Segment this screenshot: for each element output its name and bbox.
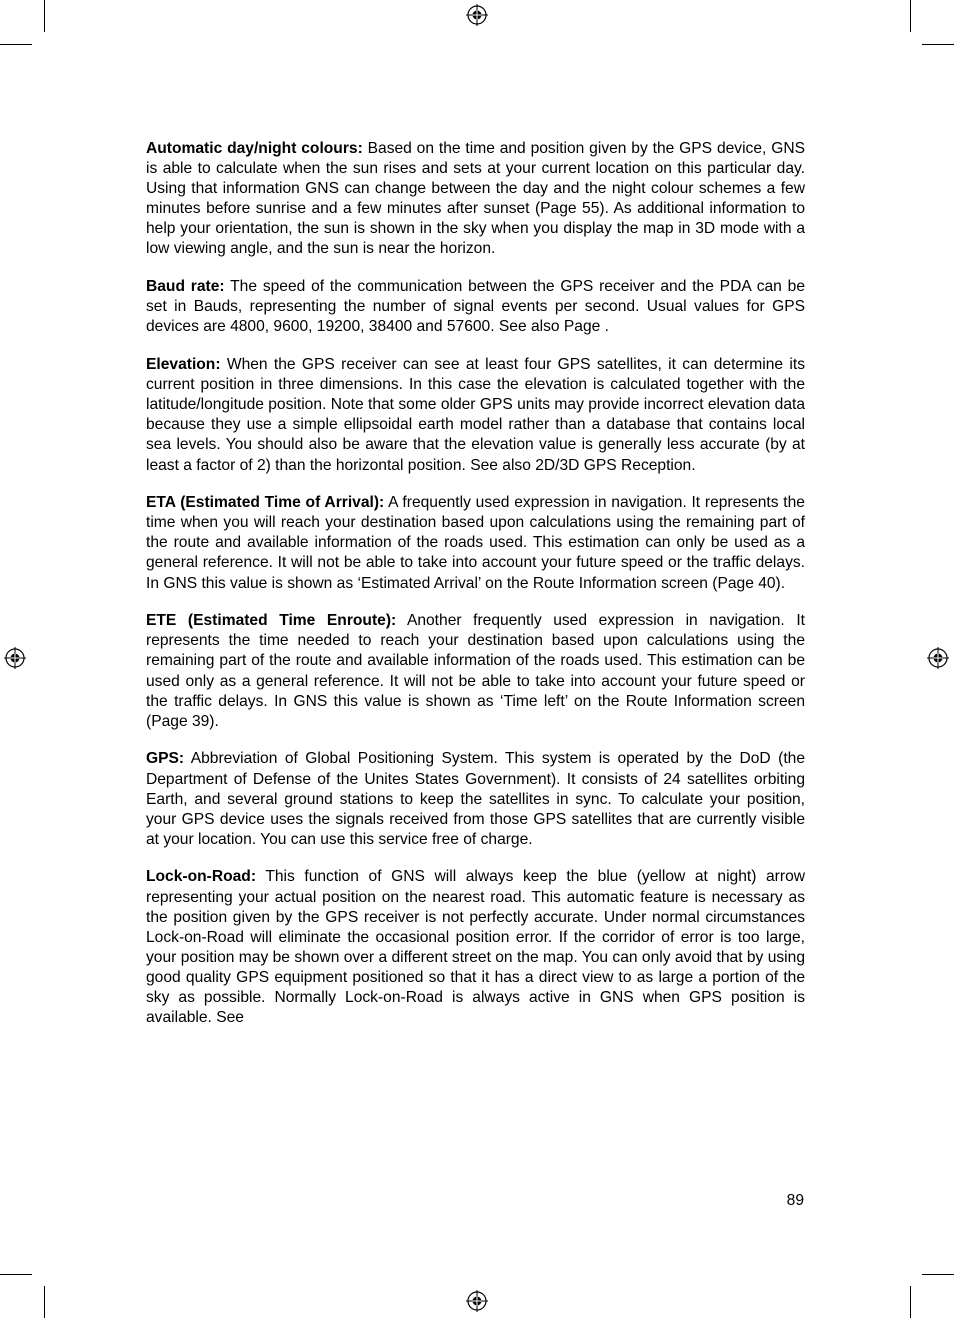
crop-mark-top-right-vertical xyxy=(910,0,911,32)
glossary-entry-gps xyxy=(146,749,805,849)
glossary-entry-elevation xyxy=(146,355,805,476)
glossary-definition: Abbreviation of Global Positioning System. This system is operated by the DoD (the Department of Defense of the Unites States Government). It consists of 24 satellites orbiting Earth, and several ground stations to keep the satellites in sync. To calculate your position, your GPS device uses the signals received from those GPS satellites that are currently visible at your location. You can use this service free of charge. xyxy=(146,750,805,848)
glossary-term: Baud rate: xyxy=(146,278,225,296)
crop-mark-top-right-horizontal xyxy=(922,44,954,45)
glossary-definition: Based on the time and position given by the GPS device, GNS is able to calculate when the sun rises and sets at your current location on this particular day. Using that information GNS can change between the day and the night colour schemes a few minutes before sunrise and a few minutes after sunset (Page 55). As additional information to help your orientation, the sun is shown in the sky when you display the map in 3D mode with a low viewing angle, and the sun is near the horizon. xyxy=(146,140,805,258)
glossary-definition: When the GPS receiver can see at least four GPS satellites, it can determine its current position in three dimensions. In this case the elevation is calculated together with the latitude/longitude position. Note that some older GPS units may provide incorrect elevation data because they use a simple ellipsoidal earth model rather than a database that contains local sea levels. You should also be aware that the elevation value is generally less accurate (by at least a factor of 2) than the horizontal position. See also 2D/3D GPS Reception. xyxy=(146,356,805,474)
crop-mark-bottom-right-horizontal xyxy=(922,1274,954,1275)
glossary-entry-baud-rate xyxy=(146,277,805,337)
glossary-term: Elevation: xyxy=(146,356,221,374)
registration-mark-icon xyxy=(927,647,949,669)
crop-mark-top-left-horizontal xyxy=(0,44,32,45)
glossary-term: Lock-on-Road: xyxy=(146,868,257,886)
glossary-body xyxy=(146,139,805,1046)
glossary-definition: The speed of the communication between the GPS receiver and the PDA can be set in Bauds, representing the number of signal events per second. Usual values for GPS devices are 4800, 9600, 19200, 38400 and 57600. See also Page . xyxy=(146,278,805,336)
glossary-term: ETA (Estimated Time of Arrival): xyxy=(146,494,385,512)
crop-mark-bottom-right-vertical xyxy=(910,1286,911,1318)
glossary-term: GPS: xyxy=(146,750,185,768)
glossary-entry-lock-on-road xyxy=(146,867,805,1028)
glossary-entry-automatic-day-night-colours xyxy=(146,139,805,260)
registration-mark-icon xyxy=(466,4,488,26)
glossary-entry-eta xyxy=(146,493,805,593)
page-number: 89 xyxy=(786,1192,804,1209)
glossary-term: ETE (Estimated Time Enroute): xyxy=(146,612,397,630)
registration-mark-icon xyxy=(466,1290,488,1312)
registration-mark-icon xyxy=(4,647,26,669)
glossary-definition: A frequently used expression in navigation. It represents the time when you will reach your destination based upon calculations using the remaining part of the route and available information of the roads used. This estimation can only be used as a general reference. It will not be able to take into account your future speed or the traffic delays. In GNS this value is shown as ‘Estimated Arrival’ on the Route Information screen (Page 40). xyxy=(146,494,805,592)
glossary-definition: This function of GNS will always keep the blue (yellow at night) arrow representing your actual position on the nearest road. This automatic feature is necessary as the position given by the GPS receiver is not perfectly accurate. Under normal circumstances Lock-on-Road will eliminate the occasional position error. If the corridor of error is too large, your position may be shown over a different street on the map. You can only avoid that by using good quality GPS equipment positioned so that it has a direct view to as large a portion of the sky as possible. Normally Lock-on-Road is always active in GNS when GPS position is available. See xyxy=(146,868,805,1027)
glossary-term: Automatic day/night colours: xyxy=(146,140,363,157)
glossary-entry-ete xyxy=(146,611,805,732)
crop-mark-bottom-left-horizontal xyxy=(0,1274,32,1275)
glossary-definition: Another frequently used expression in navigation. It represents the time needed to reach your destination based upon calculations using the remaining part of the route and available information of the roads used. This estimation can be used only as a general reference. It will not be able to take into account your future speed or the traffic delays. In GNS this value is shown as ‘Time left’ on the Route Information screen (Page 39). xyxy=(146,612,805,730)
crop-mark-bottom-left-vertical xyxy=(44,1286,45,1318)
crop-mark-top-left-vertical xyxy=(44,0,45,32)
